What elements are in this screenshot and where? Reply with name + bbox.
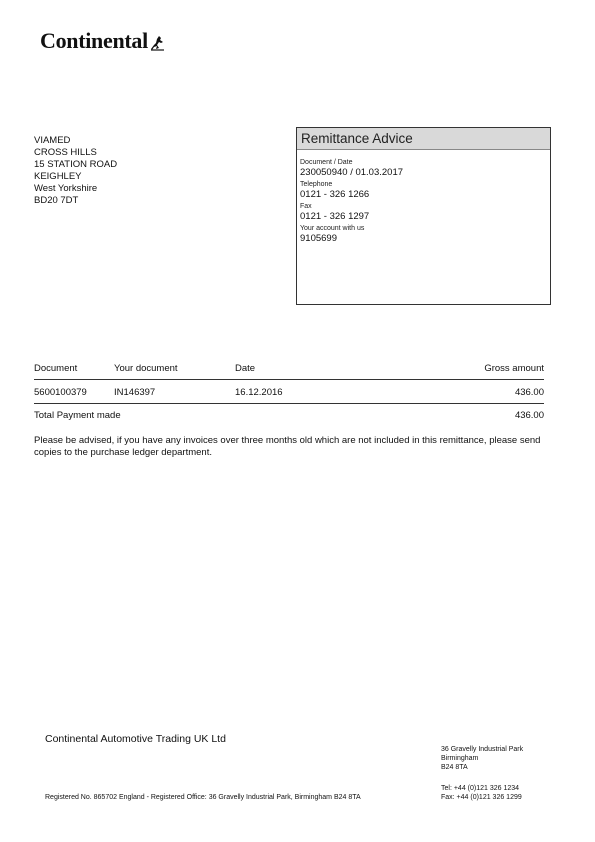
total-value: 436.00 (514, 410, 544, 421)
table-row (34, 387, 544, 399)
address-line: West Yorkshire (34, 183, 98, 194)
header-your-document: Your document (114, 363, 178, 374)
header-document: Document (34, 363, 78, 374)
telephone-value: 0121 - 326 1266 (300, 189, 370, 200)
footer-address (441, 745, 523, 772)
fax-label: Fax (300, 203, 312, 210)
continental-logo (40, 28, 166, 54)
advisory-note: Please be advised, if you have any invoices over three months old which are not included in this remittance, please send copies to the purchase ledger department. (34, 435, 541, 458)
cell-your-document: IN146397 (114, 387, 156, 398)
footer-company-name: Continental Automotive Trading UK Ltd (45, 733, 226, 745)
table-header (34, 363, 544, 375)
total-label: Total Payment made (34, 410, 121, 421)
header-gross-amount: Gross amount (484, 363, 544, 374)
address-line: 15 STATION ROAD (34, 159, 118, 170)
document-date-label: Document / Date (300, 159, 353, 166)
fax-value: 0121 - 326 1297 (300, 211, 370, 222)
horse-icon (150, 35, 166, 51)
account-label: Your account with us (300, 225, 365, 232)
total-row (34, 410, 544, 422)
footer-address-line: 36 Gravelly Industrial Park (441, 746, 524, 753)
cell-gross-amount: 436.00 (514, 387, 544, 398)
account-value: 9105699 (300, 233, 337, 244)
cell-date: 16.12.2016 (235, 387, 283, 398)
recipient-address (34, 135, 117, 207)
footer-contact (441, 784, 522, 802)
address-line: VIAMED (34, 135, 71, 146)
remittance-advice-box (296, 127, 551, 305)
header-date: Date (235, 363, 256, 374)
footer-registered-office: Registered No. 865702 England - Registered Office: 36 Gravelly Industrial Park, Birmingham B24 8TA (45, 794, 361, 801)
footer-fax: Fax: +44 (0)121 326 1299 (441, 794, 522, 801)
footer-tel: Tel: +44 (0)121 326 1234 (441, 785, 520, 792)
remittance-advice-title: Remittance Advice (297, 128, 550, 150)
footer-address-line: Birmingham (441, 755, 479, 762)
document-date-value: 230050940 / 01.03.2017 (300, 167, 404, 178)
telephone-label: Telephone (300, 181, 333, 188)
table-divider (34, 379, 544, 380)
address-line: KEIGHLEY (34, 171, 82, 182)
address-line: CROSS HILLS (34, 147, 97, 158)
logo-text: Continental (40, 28, 148, 53)
table-divider (34, 403, 544, 404)
footer-address-line: B24 8TA (441, 764, 468, 771)
address-line: BD20 7DT (34, 195, 79, 206)
cell-document: 5600100379 (34, 387, 87, 398)
